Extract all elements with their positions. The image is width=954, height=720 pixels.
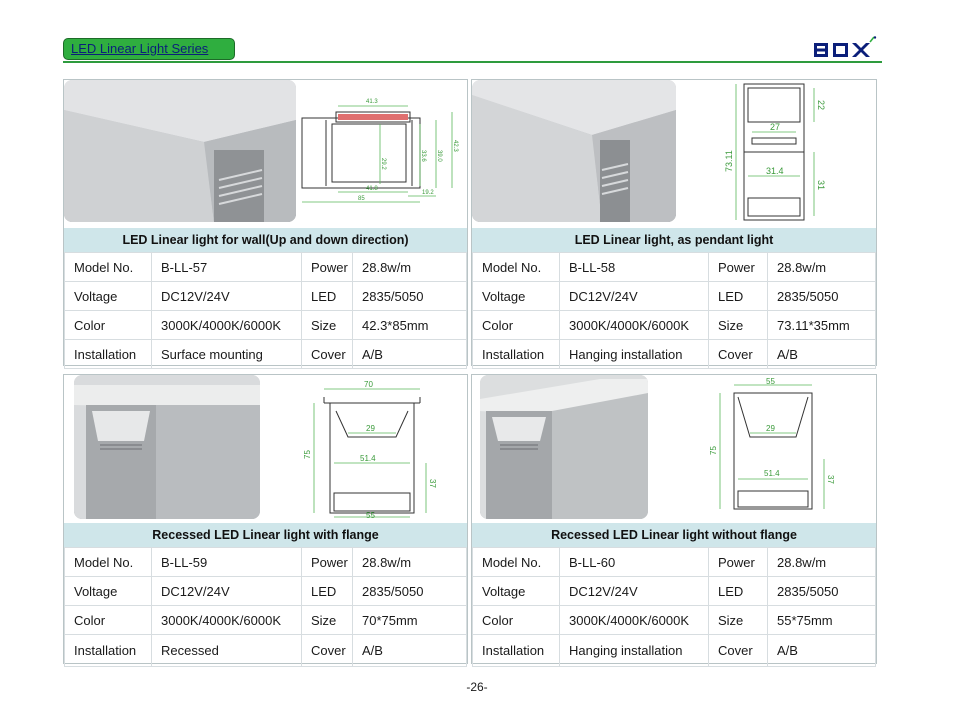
label-cover: Cover — [709, 340, 768, 369]
label-model: Model No. — [473, 548, 560, 577]
product-caption: LED Linear light for wall(Up and down direction) — [64, 228, 467, 252]
label-installation: Installation — [65, 340, 152, 369]
value-model: B-LL-57 — [152, 253, 302, 282]
label-size: Size — [302, 606, 353, 635]
table-row — [65, 635, 467, 667]
dim-height: 73.11 — [724, 150, 734, 172]
spec-table — [472, 252, 876, 369]
value-model: B-LL-59 — [152, 548, 302, 577]
dim-h2: 33.6 — [420, 150, 426, 162]
table-row — [473, 253, 876, 282]
dim-inner: 51.4 — [360, 454, 376, 463]
value-size: 70*75mm — [353, 606, 467, 635]
table-row — [65, 606, 467, 635]
product-caption: Recessed LED Linear light with flange — [64, 523, 467, 547]
product-media — [64, 80, 467, 224]
dim-h3: 39.0 — [436, 150, 442, 162]
value-installation: Hanging installation — [560, 340, 709, 369]
table-row — [65, 577, 467, 606]
value-color: 3000K/4000K/6000K — [560, 311, 709, 340]
dim-led: 27 — [770, 122, 781, 132]
value-power: 28.8w/m — [353, 253, 467, 282]
product-panel-b-ll-58 — [471, 79, 877, 366]
value-installation: Recessed — [152, 635, 302, 667]
dimension-drawing — [702, 80, 876, 224]
label-led: LED — [302, 282, 353, 311]
label-size: Size — [302, 311, 353, 340]
dim-h1: 29.2 — [380, 158, 386, 170]
value-led: 2835/5050 — [768, 282, 876, 311]
table-row — [473, 606, 876, 635]
product-panel-b-ll-60 — [471, 374, 877, 664]
value-color: 3000K/4000K/6000K — [152, 606, 302, 635]
dim-base: 55 — [366, 511, 375, 519]
label-color: Color — [65, 606, 152, 635]
dim-inner: 41.8 — [366, 186, 378, 192]
product-panel-b-ll-57 — [63, 79, 468, 366]
dim-inner: 51.4 — [764, 469, 780, 478]
product-caption: Recessed LED Linear light without flange — [472, 523, 876, 547]
value-color: 3000K/4000K/6000K — [560, 606, 709, 635]
value-cover: A/B — [768, 635, 876, 667]
label-led: LED — [302, 577, 353, 606]
label-voltage: Voltage — [65, 577, 152, 606]
value-model: B-LL-60 — [560, 548, 709, 577]
label-voltage: Voltage — [65, 282, 152, 311]
value-led: 2835/5050 — [353, 282, 467, 311]
value-power: 28.8w/m — [768, 548, 876, 577]
product-photo — [64, 80, 296, 222]
value-model: B-LL-58 — [560, 253, 709, 282]
label-power: Power — [302, 253, 353, 282]
dimension-drawing — [300, 375, 468, 519]
label-cover: Cover — [302, 340, 353, 369]
spec-table — [64, 547, 467, 667]
table-row — [65, 311, 467, 340]
value-size: 42.3*85mm — [353, 311, 467, 340]
dim-lower: 37 — [428, 479, 437, 488]
dim-small: 19.2 — [422, 190, 434, 196]
value-led: 2835/5050 — [768, 577, 876, 606]
value-size: 73.11*35mm — [768, 311, 876, 340]
table-row — [473, 548, 876, 577]
product-photo — [74, 375, 260, 519]
label-power: Power — [709, 253, 768, 282]
label-model: Model No. — [473, 253, 560, 282]
label-led: LED — [709, 577, 768, 606]
dim-led: 29 — [366, 424, 375, 433]
label-color: Color — [473, 311, 560, 340]
label-led: LED — [709, 282, 768, 311]
label-cover: Cover — [302, 635, 353, 667]
label-installation: Installation — [473, 635, 560, 667]
value-cover: A/B — [353, 635, 467, 667]
spec-table — [64, 252, 467, 369]
dim-lower: 37 — [826, 475, 835, 484]
table-row — [473, 282, 876, 311]
label-color: Color — [65, 311, 152, 340]
value-cover: A/B — [353, 340, 467, 369]
dim-top: 55 — [766, 377, 775, 386]
label-power: Power — [302, 548, 353, 577]
product-photo — [480, 375, 648, 519]
label-size: Size — [709, 311, 768, 340]
dimension-drawing — [702, 375, 876, 519]
label-color: Color — [473, 606, 560, 635]
label-cover: Cover — [709, 635, 768, 667]
product-media — [472, 80, 876, 224]
table-row — [65, 340, 467, 369]
value-led: 2835/5050 — [353, 577, 467, 606]
label-installation: Installation — [65, 635, 152, 667]
label-installation: Installation — [473, 340, 560, 369]
dim-top: 41.3 — [366, 99, 378, 105]
dim-height: 75 — [303, 450, 312, 459]
label-model: Model No. — [65, 548, 152, 577]
dim-led: 29 — [766, 424, 775, 433]
dim-inner: 31.4 — [766, 166, 784, 176]
table-row — [65, 282, 467, 311]
dim-top-height: 22 — [816, 100, 826, 111]
product-media — [472, 375, 876, 519]
label-voltage: Voltage — [473, 577, 560, 606]
value-power: 28.8w/m — [768, 253, 876, 282]
value-installation: Hanging installation — [560, 635, 709, 667]
dim-height: 75 — [709, 446, 718, 455]
product-media — [64, 375, 467, 519]
spec-table — [472, 547, 876, 667]
table-row — [473, 340, 876, 369]
product-photo — [472, 80, 676, 222]
label-model: Model No. — [65, 253, 152, 282]
table-row — [65, 548, 467, 577]
dim-flange: 70 — [364, 380, 373, 389]
label-size: Size — [709, 606, 768, 635]
dim-h4: 42.3 — [452, 140, 458, 152]
product-panel-b-ll-59 — [63, 374, 468, 664]
series-title: LED Linear Light Series — [71, 41, 209, 56]
table-row — [473, 311, 876, 340]
value-voltage: DC12V/24V — [560, 282, 709, 311]
value-voltage: DC12V/24V — [152, 282, 302, 311]
box-logo — [812, 36, 878, 60]
value-voltage: DC12V/24V — [152, 577, 302, 606]
value-installation: Surface mounting — [152, 340, 302, 369]
header-rule — [63, 61, 882, 63]
label-power: Power — [709, 548, 768, 577]
page-number: -26- — [466, 680, 488, 694]
series-title-badge — [63, 38, 235, 60]
label-voltage: Voltage — [473, 282, 560, 311]
product-caption: LED Linear light, as pendant light — [472, 228, 876, 252]
value-voltage: DC12V/24V — [560, 577, 709, 606]
dim-width: 85 — [358, 196, 365, 202]
table-row — [473, 577, 876, 606]
dim-bottom-height: 31 — [816, 180, 826, 191]
value-color: 3000K/4000K/6000K — [152, 311, 302, 340]
value-size: 55*75mm — [768, 606, 876, 635]
value-cover: A/B — [768, 340, 876, 369]
dimension-drawing — [296, 80, 468, 224]
value-power: 28.8w/m — [353, 548, 467, 577]
table-row — [473, 635, 876, 667]
table-row — [65, 253, 467, 282]
